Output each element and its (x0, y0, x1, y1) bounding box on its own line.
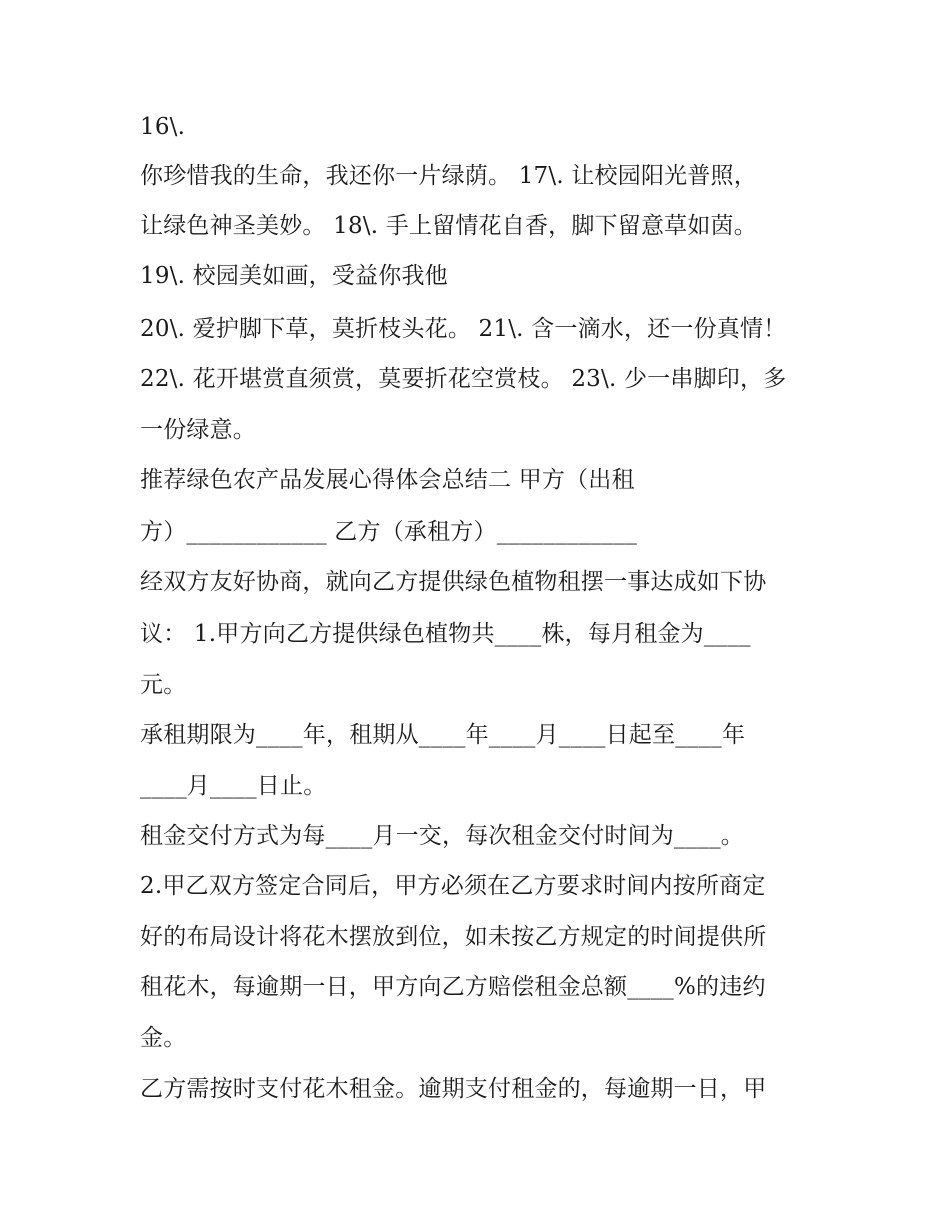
text-line: 承租期限为____年，租期从____年____月____日起至____年 (140, 722, 746, 748)
text-line: 一份绿意。 (140, 417, 256, 443)
text-line: 推荐绿色农产品发展心得体会总结二 甲方（出租 (140, 467, 635, 493)
text-line: 租花木，每逾期一日，甲方向乙方赔偿租金总额____%的违约 (140, 974, 766, 1000)
text-line: 20\. 爱护脚下草，莫折枝头花。 21\. 含一滴水，还一份真情！ (140, 316, 787, 342)
text-line: 元。 (140, 672, 187, 698)
text-line: 租金交付方式为每____月一交，每次租金交付时间为____。 (140, 823, 744, 849)
text-line: 方）____________ 乙方（承租方）____________ (140, 519, 638, 545)
text-line: 22\. 花开堪赏直须赏，莫要折花空赏枝。 23\. 少一串脚印，多 (140, 366, 787, 392)
text-line: 议： 1.甲方向乙方提供绿色植物共____株，每月租金为____ (140, 621, 751, 647)
text-line: 让绿色神圣美妙。 18\. 手上留情花自香，脚下留意草如茵。 (140, 213, 757, 239)
text-line: 乙方需按时支付花木租金。逾期支付租金的，每逾期一日，甲 (140, 1076, 767, 1102)
text-line: ____月____日止。 (140, 773, 327, 799)
text-line: 16\. (140, 114, 186, 140)
text-line: 你珍惜我的生命，我还你一片绿荫。 17\. 让校园阳光普照， (140, 163, 757, 189)
text-line: 金。 (140, 1025, 187, 1051)
text-line: 好的布局设计将花木摆放到位，如未按乙方规定的时间提供所 (140, 924, 767, 950)
text-line: 经双方友好协商，就向乙方提供绿色植物租摆一事达成如下协 (140, 569, 767, 595)
text-line: 2.甲乙双方签定合同后，甲方必须在乙方要求时间内按所商定 (140, 873, 766, 899)
text-line: 19\. 校园美如画，受益你我他 (140, 263, 448, 289)
